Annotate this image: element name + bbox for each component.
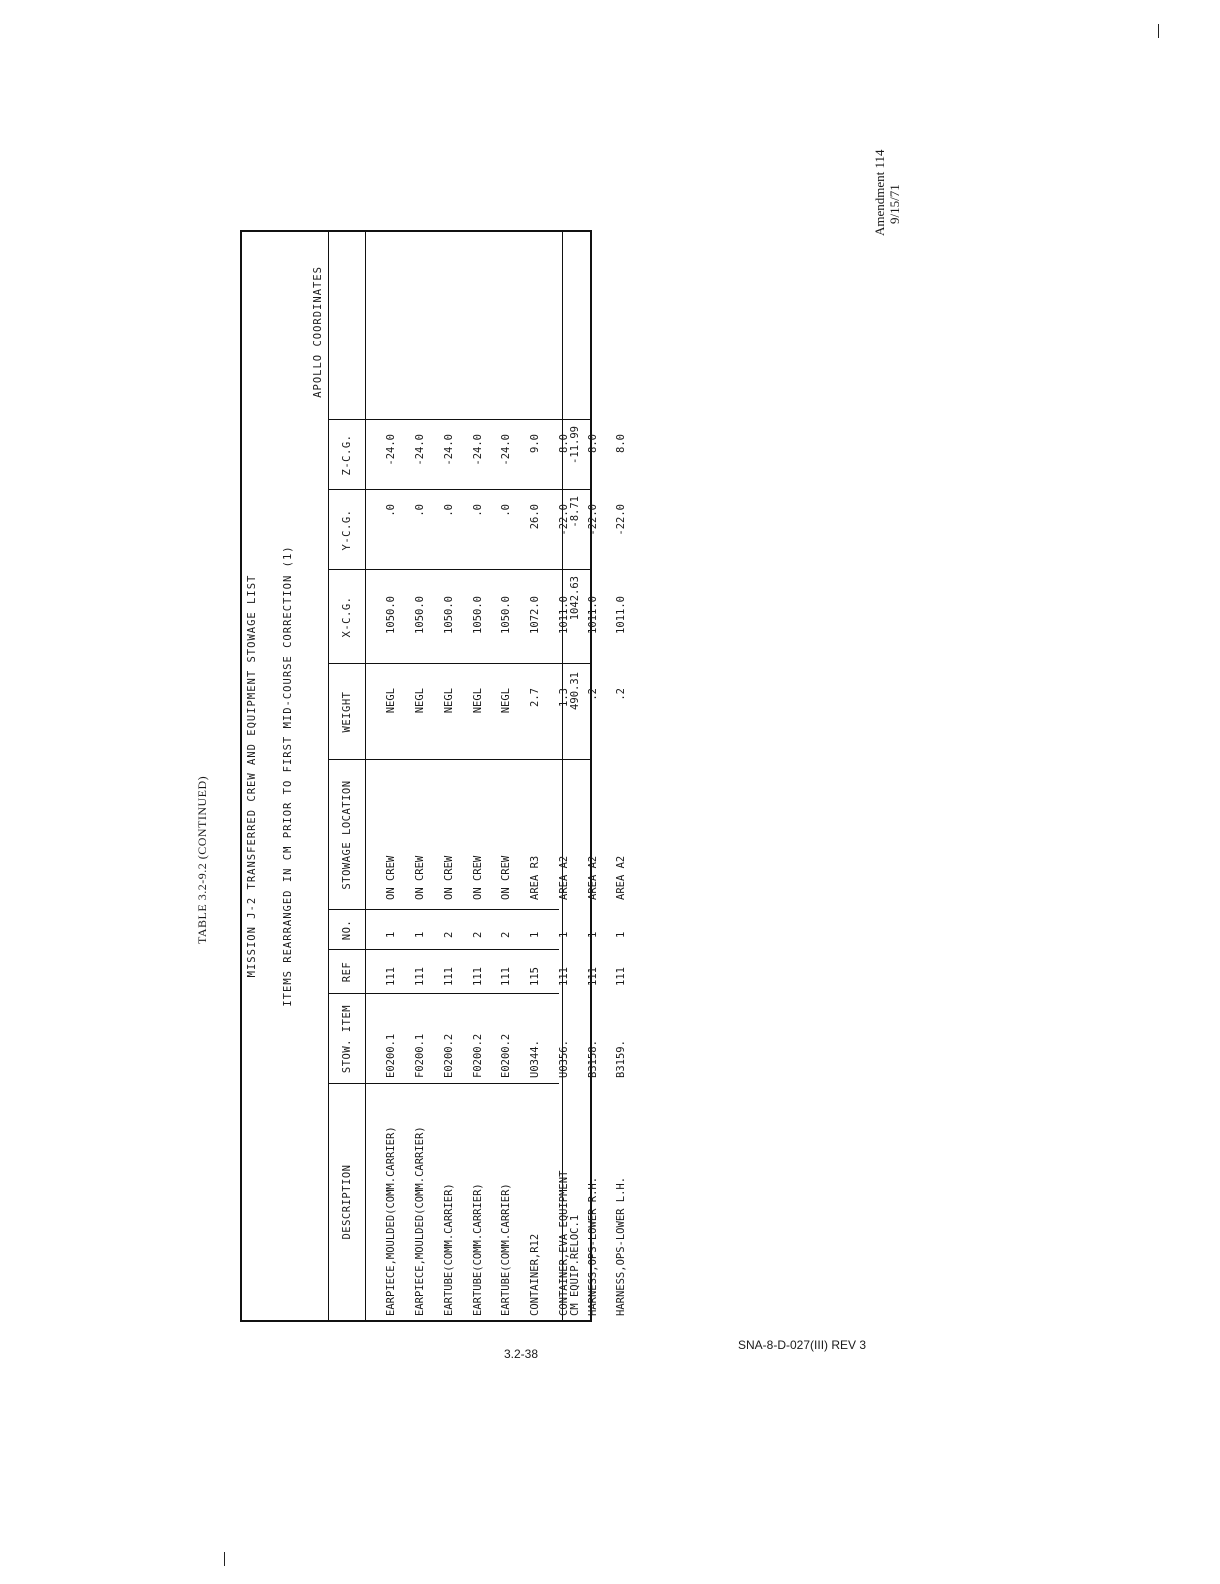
header-zcg: Z-C.G. — [341, 434, 354, 476]
amendment-number: Amendment 114 — [872, 149, 887, 236]
table-cell: B3159. — [615, 1040, 628, 1078]
table-cell: NEGL — [471, 688, 484, 714]
column-ref — [368, 952, 646, 986]
table-cell: 111 — [471, 967, 484, 986]
table-cell: CONTAINER,EVA EQUIPMENT — [557, 1170, 570, 1316]
table-cell: -24.0 — [385, 434, 398, 466]
header-stow-item: STOW. ITEM — [341, 1004, 354, 1074]
table-cell: .2 — [586, 688, 599, 701]
total-weight: 490.31 — [569, 672, 581, 710]
table-cell: 26.0 — [529, 504, 542, 530]
table-cell: 1072.0 — [529, 596, 542, 634]
table-cell: 1 — [615, 931, 628, 938]
table-cell: ON CREW — [471, 855, 484, 900]
table-cell: -24.0 — [413, 434, 426, 466]
column-location — [368, 780, 646, 900]
table-cell: U0344. — [529, 1040, 542, 1078]
stowage-table — [240, 230, 628, 1322]
column-description — [368, 1086, 646, 1316]
total-label: CM EQUIP.RELOC.1 — [569, 1214, 581, 1316]
table-cell: 8.0 — [615, 434, 628, 453]
table-cell: 111 — [557, 967, 570, 986]
scan-mark — [224, 1552, 225, 1566]
table-cell: 2.7 — [529, 688, 542, 707]
table-cell: .0 — [442, 504, 455, 517]
table-cell: .0 — [500, 504, 513, 517]
table-cell: B3158. — [586, 1040, 599, 1078]
total-ycg: -8.71 — [569, 496, 581, 528]
table-cell: F0200.2 — [471, 1033, 484, 1078]
table-cell: AREA A2 — [586, 855, 599, 900]
table-caption: TABLE 3.2-9.2 (CONTINUED) — [195, 775, 209, 944]
column-xcg — [368, 596, 646, 664]
table-cell: -24.0 — [471, 434, 484, 466]
total-zcg: -11.99 — [569, 426, 581, 464]
table-cell: AREA A2 — [615, 855, 628, 900]
table-cell: NEGL — [500, 688, 513, 714]
table-cell: 1.3 — [557, 688, 570, 707]
table-cell: 1 — [413, 931, 426, 938]
header-no: NO. — [341, 919, 354, 941]
table-cell: 2 — [500, 931, 513, 938]
table-cell: 1050.0 — [471, 596, 484, 634]
table-cell: 111 — [413, 967, 426, 986]
table-cell: 1 — [529, 931, 542, 938]
amendment-date: 9/15/71 — [887, 184, 902, 224]
scan-mark — [1158, 24, 1159, 38]
column-stow-item — [368, 998, 646, 1078]
table-cell: NEGL — [442, 688, 455, 714]
table-cell: 1050.0 — [385, 596, 398, 634]
table-cell: HARNESS,OPS-LOWER R.H. — [586, 1176, 599, 1316]
table-cell: 1011.0 — [586, 596, 599, 634]
header-xcg: X-C.G. — [341, 596, 354, 638]
table-cell: 8.0 — [557, 434, 570, 453]
table-cell: 1011.0 — [615, 596, 628, 634]
table-cell: -22.0 — [586, 504, 599, 536]
table-cell: 111 — [385, 967, 398, 986]
table-cell: U0356. — [557, 1040, 570, 1078]
table-cell: 111 — [586, 967, 599, 986]
table-title: MISSION J-2 TRANSFERRED CREW AND EQUIPMENT STOWAGE LIST — [246, 574, 258, 978]
total-xcg: 1042.63 — [569, 576, 581, 621]
table-cell: NEGL — [385, 688, 398, 714]
header-location: STOWAGE LOCATION — [341, 780, 354, 890]
header-ref: REF — [341, 961, 354, 983]
table-cell: .0 — [385, 504, 398, 517]
table-cell: .0 — [471, 504, 484, 517]
table-cell: 2 — [471, 931, 484, 938]
column-no — [368, 918, 646, 938]
table-cell: E0200.2 — [442, 1033, 455, 1078]
table-cell: 111 — [442, 967, 455, 986]
table-cell: ON CREW — [385, 855, 398, 900]
page-number: 3.2-38 — [504, 1347, 539, 1361]
table-cell: .0 — [413, 504, 426, 517]
table-cell: AREA R3 — [529, 855, 542, 900]
divider — [328, 232, 329, 1320]
column-ycg — [368, 504, 646, 570]
table-cell: ON CREW — [413, 855, 426, 900]
column-weight — [368, 688, 646, 760]
table-cell: -24.0 — [500, 434, 513, 466]
header-weight: WEIGHT — [341, 691, 354, 733]
table-cell: F0200.1 — [413, 1033, 426, 1078]
table-cell: ON CREW — [500, 855, 513, 900]
divider — [328, 419, 590, 420]
table-cell: 1050.0 — [413, 596, 426, 634]
table-cell: NEGL — [413, 688, 426, 714]
document-id: SNA-8-D-027(III) REV 3 — [738, 1338, 867, 1352]
table-cell: 111 — [615, 967, 628, 986]
table-cell: E0200.2 — [500, 1033, 513, 1078]
table-cell: 1050.0 — [500, 596, 513, 634]
column-zcg — [368, 434, 646, 490]
table-cell: E0200.1 — [385, 1033, 398, 1078]
coordinates-label: APOLLO COORDINATES — [312, 266, 324, 398]
table-cell: HARNESS,OPS-LOWER L.H. — [615, 1176, 628, 1316]
table-cell: EARPIECE,MOULDED(COMM.CARRIER) — [385, 1126, 398, 1316]
header-description: DESCRIPTION — [341, 1164, 354, 1240]
table-subtitle: ITEMS REARRANGED IN CM PRIOR TO FIRST MID-COURSE CORRECTION (1) — [282, 545, 294, 1007]
table-cell: 1011.0 — [557, 596, 570, 634]
table-cell: CONTAINER,R12 — [529, 1233, 542, 1316]
table-cell: EARPIECE,MOULDED(COMM.CARRIER) — [413, 1126, 426, 1316]
table-cell: .2 — [615, 688, 628, 701]
divider — [365, 232, 366, 1320]
table-cell: ON CREW — [442, 855, 455, 900]
table-cell: 111 — [500, 967, 513, 986]
table-cell: 9.0 — [529, 434, 542, 453]
table-cell: 1050.0 — [442, 596, 455, 634]
header-ycg: Y-C.G. — [341, 509, 354, 551]
amendment-note — [872, 149, 902, 236]
table-cell: AREA A2 — [557, 855, 570, 900]
table-cell: EARTUBE(COMM.CARRIER) — [471, 1183, 484, 1316]
table-cell: EARTUBE(COMM.CARRIER) — [442, 1183, 455, 1316]
table-cell: -22.0 — [557, 504, 570, 536]
table-cell: 1 — [586, 931, 599, 938]
table-cell: 115 — [529, 967, 542, 986]
table-cell: -22.0 — [615, 504, 628, 536]
table-cell: 1 — [557, 931, 570, 938]
table-cell: 8.0 — [586, 434, 599, 453]
table-cell: EARTUBE(COMM.CARRIER) — [500, 1183, 513, 1316]
table-cell: 2 — [442, 931, 455, 938]
table-cell: 1 — [385, 931, 398, 938]
table-cell: -24.0 — [442, 434, 455, 466]
